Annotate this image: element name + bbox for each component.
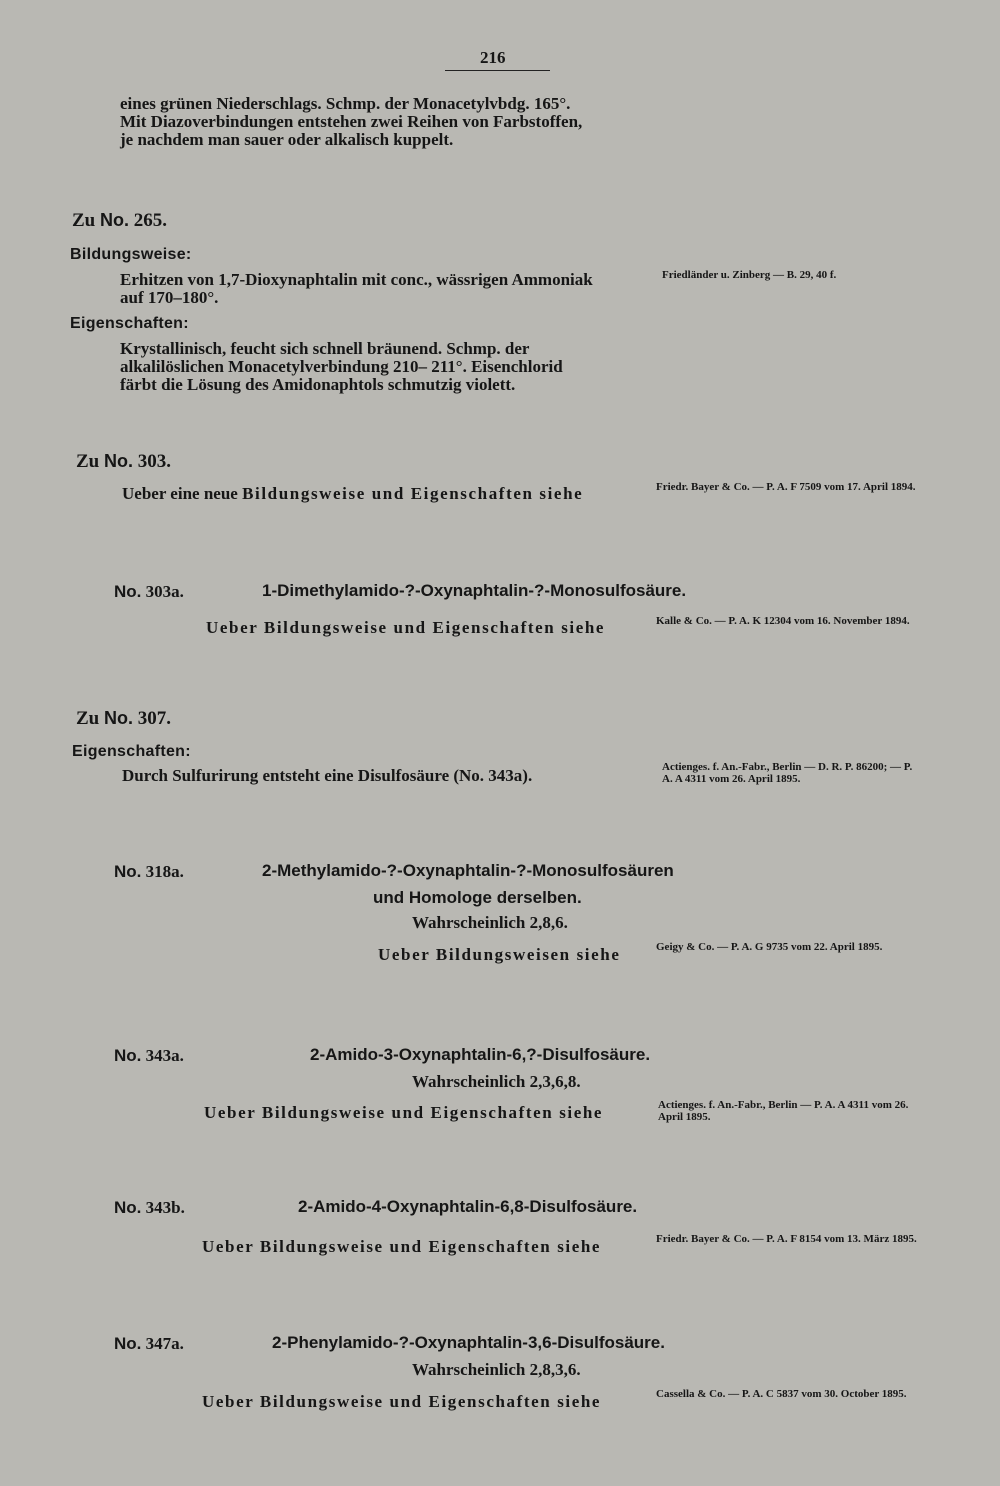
no-word: No.	[114, 1046, 142, 1065]
entry-title-318a-line-1: 2-Methylamido-?-Oxynaphtalin-?-Monosulfosäuren	[262, 861, 674, 880]
entry-title-303a: 1-Dimethylamido-?-Oxynaphtalin-?-Monosulfosäure.	[262, 581, 687, 600]
probably-343a: Wahrscheinlich 2,3,6,8.	[412, 1072, 581, 1091]
zu-word: Zu	[72, 210, 96, 231]
zu-word: Zu	[76, 451, 100, 472]
entry-number: 347a.	[145, 1334, 184, 1353]
see-line-303	[122, 484, 583, 504]
section-number: 303.	[137, 451, 171, 472]
section-number: 265.	[133, 210, 167, 231]
see-prefix: Ueber eine neue	[122, 484, 238, 503]
see-line-343a: Ueber Bildungsweise und Eigenschaften siehe	[204, 1103, 604, 1122]
section-heading-303	[76, 451, 171, 473]
entry-number: 343a.	[145, 1046, 184, 1065]
label-bildungsweise: Bildungsweise:	[70, 246, 192, 263]
zu-word: Zu	[76, 708, 100, 729]
reference-265: Friedländer u. Zinberg — B. 29, 40 f.	[662, 269, 837, 281]
entry-heading-343b	[114, 1198, 185, 1218]
reference-303: Friedr. Bayer & Co. — P. A. F 7509 vom 17. April 1894.	[656, 481, 916, 493]
no-word: No.	[114, 1334, 142, 1353]
body-265-line-5: färbt die Lösung des Amidonaphtols schmutzig violett.	[120, 375, 516, 394]
no-word: No.	[104, 708, 133, 728]
entry-title-347a: 2-Phenylamido-?-Oxynaphtalin-3,6-Disulfosäure.	[272, 1333, 665, 1352]
reference-343b: Friedr. Bayer & Co. — P. A. F 8154 vom 13. März 1895.	[656, 1233, 917, 1245]
intro-line-3: je nachdem man sauer oder alkalisch kuppelt.	[120, 130, 454, 149]
section-number: 307.	[137, 708, 171, 729]
entry-title-343b: 2-Amido-4-Oxynaphtalin-6,8-Disulfosäure.	[298, 1197, 638, 1216]
probably-347a: Wahrscheinlich 2,8,3,6.	[412, 1360, 581, 1379]
intro-line-2: Mit Diazoverbindungen entstehen zwei Reihen von Farbstoffen,	[120, 112, 583, 131]
see-line-347a: Ueber Bildungsweise und Eigenschaften siehe	[202, 1392, 602, 1411]
entry-number: 318a.	[145, 862, 184, 881]
label-eigenschaften: Eigenschaften:	[70, 315, 189, 332]
reference-343a: Actienges. f. An.-Fabr., Berlin — P. A. A 4311 vom 26. April 1895.	[658, 1099, 909, 1123]
entry-heading-343a	[114, 1046, 184, 1066]
see-text: Bildungsweise und Eigenschaften siehe	[242, 484, 584, 503]
page-number: 216	[480, 48, 506, 67]
entry-heading-318a	[114, 862, 184, 882]
body-265-line-2: auf 170–180°.	[120, 288, 219, 307]
no-word: No.	[100, 210, 129, 230]
entry-number: 303a.	[145, 582, 184, 601]
section-heading-265	[72, 210, 167, 232]
label-eigenschaften-307: Eigenschaften:	[72, 743, 191, 760]
reference-307: Actienges. f. An.-Fabr., Berlin — D. R. P. 86200; — P. A. A 4311 vom 26. April 1895.	[662, 761, 913, 785]
see-line-343b: Ueber Bildungsweise und Eigenschaften siehe	[202, 1237, 602, 1256]
reference-347a: Cassella & Co. — P. A. C 5837 vom 30. October 1895.	[656, 1388, 907, 1400]
section-heading-307	[76, 708, 171, 730]
reference-303a: Kalle & Co. — P. A. K 12304 vom 16. November 1894.	[656, 615, 910, 627]
no-word: No.	[114, 582, 142, 601]
page-number-rule	[445, 70, 550, 71]
entry-heading-347a	[114, 1334, 184, 1354]
entry-number: 343b.	[145, 1198, 185, 1217]
body-265-line-4: alkalilöslichen Monacetylverbindung 210– 211°. Eisenchlorid	[120, 357, 563, 376]
entry-heading-303a	[114, 582, 184, 602]
no-word: No.	[114, 1198, 142, 1217]
probably-318a: Wahrscheinlich 2,8,6.	[412, 913, 568, 932]
no-word: No.	[104, 451, 133, 471]
body-307: Durch Sulfurirung entsteht eine Disulfosäure (No. 343a).	[122, 766, 533, 785]
entry-title-343a: 2-Amido-3-Oxynaphtalin-6,?-Disulfosäure.	[310, 1045, 651, 1064]
see-line-303a: Ueber Bildungsweise und Eigenschaften siehe	[206, 618, 606, 637]
intro-line-1: eines grünen Niederschlags. Schmp. der Monacetylvbdg. 165°.	[120, 94, 571, 113]
no-word: No.	[114, 862, 142, 881]
see-line-318a: Ueber Bildungsweisen siehe	[378, 945, 621, 964]
reference-318a: Geigy & Co. — P. A. G 9735 vom 22. April 1895.	[656, 941, 883, 953]
entry-title-318a-line-2: und Homologe derselben.	[373, 888, 582, 907]
body-265-line-1: Erhitzen von 1,7-Dioxynaphtalin mit conc., wässrigen Ammoniak	[120, 270, 593, 289]
body-265-line-3: Krystallinisch, feucht sich schnell bräunend. Schmp. der	[120, 339, 530, 358]
